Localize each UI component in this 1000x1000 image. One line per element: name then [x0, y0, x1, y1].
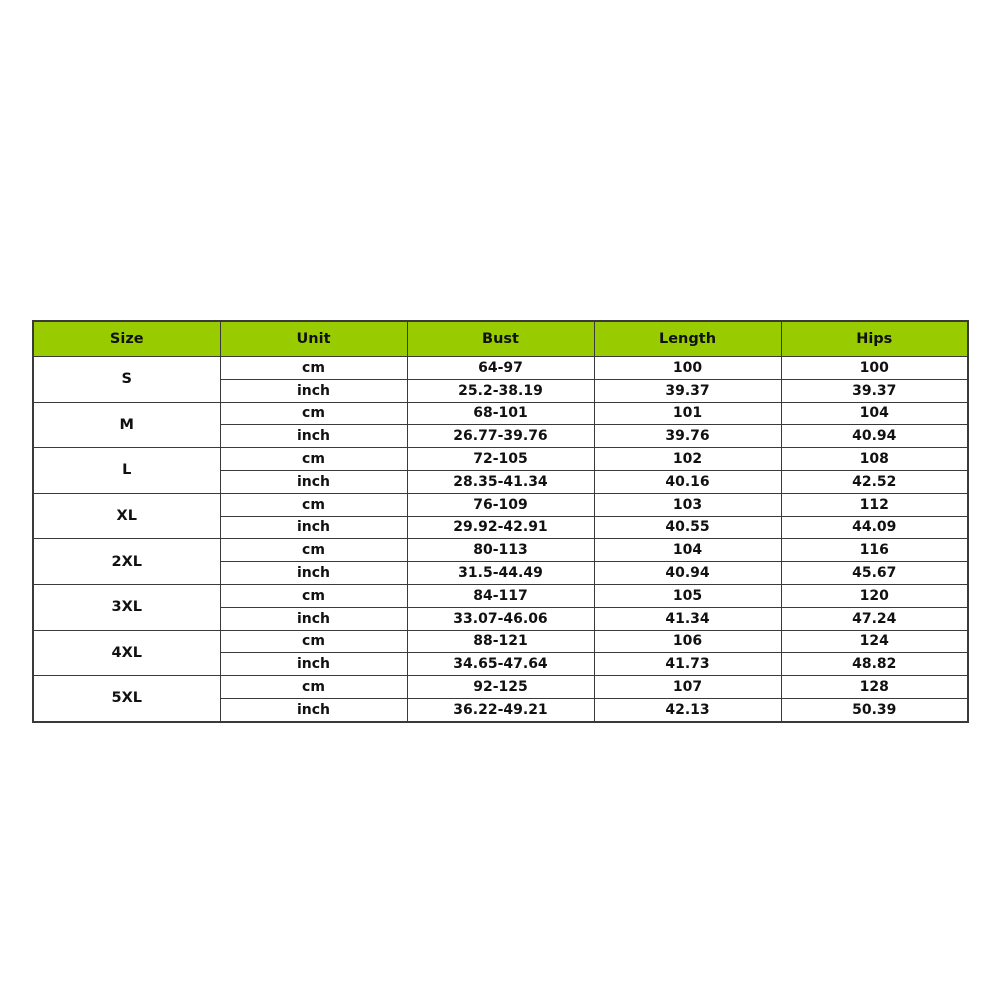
- unit-cell: inch: [220, 698, 407, 721]
- length-cell: 39.37: [594, 379, 781, 402]
- length-cell: 41.73: [594, 653, 781, 676]
- unit-cell: cm: [220, 493, 407, 516]
- table-row: [33, 676, 968, 699]
- hips-cell: 108: [781, 448, 968, 471]
- table-row: [33, 402, 968, 425]
- hips-cell: 104: [781, 402, 968, 425]
- length-cell: 102: [594, 448, 781, 471]
- table-row: [33, 584, 968, 607]
- unit-cell: cm: [220, 630, 407, 653]
- hips-cell: 47.24: [781, 607, 968, 630]
- size-chart-table: [32, 320, 969, 723]
- table-row: [33, 630, 968, 653]
- bust-cell: 33.07-46.06: [407, 607, 594, 630]
- unit-cell: cm: [220, 584, 407, 607]
- unit-cell: inch: [220, 379, 407, 402]
- size-label-cell: 4XL: [33, 630, 220, 676]
- bust-cell: 80-113: [407, 539, 594, 562]
- hips-cell: 44.09: [781, 516, 968, 539]
- bust-cell: 64-97: [407, 357, 594, 380]
- hips-cell: 112: [781, 493, 968, 516]
- length-cell: 100: [594, 357, 781, 380]
- size-label-cell: 5XL: [33, 676, 220, 722]
- hips-cell: 124: [781, 630, 968, 653]
- table-row: [33, 539, 968, 562]
- length-cell: 41.34: [594, 607, 781, 630]
- size-label-cell: 3XL: [33, 584, 220, 630]
- unit-cell: cm: [220, 448, 407, 471]
- length-cell: 42.13: [594, 698, 781, 721]
- hips-cell: 40.94: [781, 425, 968, 448]
- bust-cell: 72-105: [407, 448, 594, 471]
- unit-cell: cm: [220, 676, 407, 699]
- length-cell: 104: [594, 539, 781, 562]
- bust-cell: 76-109: [407, 493, 594, 516]
- hips-cell: 45.67: [781, 562, 968, 585]
- unit-cell: cm: [220, 402, 407, 425]
- header-size: Size: [33, 321, 220, 357]
- hips-cell: 100: [781, 357, 968, 380]
- bust-cell: 34.65-47.64: [407, 653, 594, 676]
- bust-cell: 29.92-42.91: [407, 516, 594, 539]
- length-cell: 105: [594, 584, 781, 607]
- unit-cell: inch: [220, 562, 407, 585]
- unit-cell: inch: [220, 425, 407, 448]
- hips-cell: 120: [781, 584, 968, 607]
- hips-cell: 48.82: [781, 653, 968, 676]
- length-cell: 40.94: [594, 562, 781, 585]
- unit-cell: inch: [220, 516, 407, 539]
- bust-cell: 36.22-49.21: [407, 698, 594, 721]
- header-length: Length: [594, 321, 781, 357]
- bust-cell: 31.5-44.49: [407, 562, 594, 585]
- bust-cell: 88-121: [407, 630, 594, 653]
- bust-cell: 26.77-39.76: [407, 425, 594, 448]
- unit-cell: inch: [220, 470, 407, 493]
- bust-cell: 25.2-38.19: [407, 379, 594, 402]
- bust-cell: 84-117: [407, 584, 594, 607]
- size-label-cell: XL: [33, 493, 220, 539]
- hips-cell: 39.37: [781, 379, 968, 402]
- header-hips: Hips: [781, 321, 968, 357]
- table-header-row: [33, 321, 968, 357]
- hips-cell: 42.52: [781, 470, 968, 493]
- bust-cell: 92-125: [407, 676, 594, 699]
- unit-cell: inch: [220, 653, 407, 676]
- bust-cell: 28.35-41.34: [407, 470, 594, 493]
- hips-cell: 128: [781, 676, 968, 699]
- length-cell: 107: [594, 676, 781, 699]
- table-row: [33, 493, 968, 516]
- hips-cell: 50.39: [781, 698, 968, 721]
- size-label-cell: 2XL: [33, 539, 220, 585]
- hips-cell: 116: [781, 539, 968, 562]
- unit-cell: cm: [220, 357, 407, 380]
- size-label-cell: S: [33, 357, 220, 403]
- unit-cell: cm: [220, 539, 407, 562]
- length-cell: 101: [594, 402, 781, 425]
- header-unit: Unit: [220, 321, 407, 357]
- length-cell: 103: [594, 493, 781, 516]
- table-row: [33, 448, 968, 471]
- size-label-cell: L: [33, 448, 220, 494]
- table-row: [33, 357, 968, 380]
- bust-cell: 68-101: [407, 402, 594, 425]
- length-cell: 39.76: [594, 425, 781, 448]
- size-label-cell: M: [33, 402, 220, 448]
- length-cell: 40.16: [594, 470, 781, 493]
- unit-cell: inch: [220, 607, 407, 630]
- length-cell: 40.55: [594, 516, 781, 539]
- header-bust: Bust: [407, 321, 594, 357]
- length-cell: 106: [594, 630, 781, 653]
